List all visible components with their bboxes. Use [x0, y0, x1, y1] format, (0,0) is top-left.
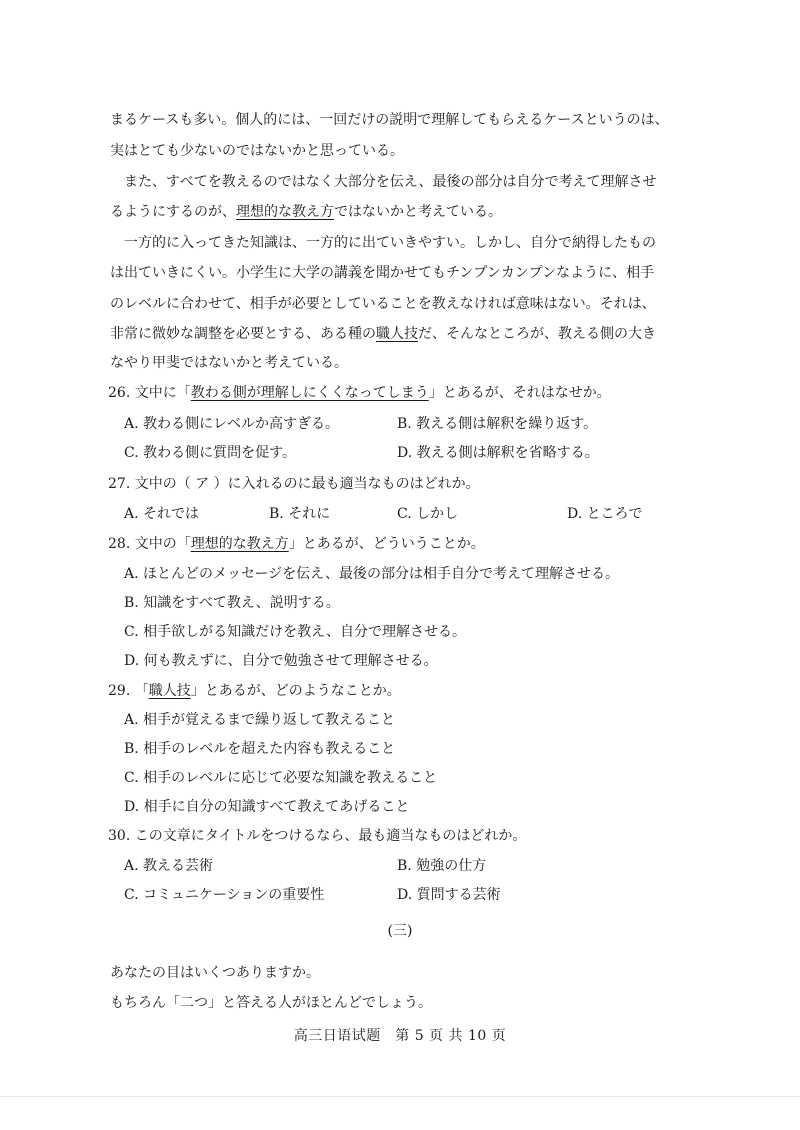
question-30: 30. この文章にタイトルをつけるなら、最も適当なものはどれか。 [108, 828, 527, 844]
q27-option-c: C. しかし [397, 506, 459, 522]
question-28-suffix: 」とあるが、どういうことか。 [288, 536, 485, 552]
q26-option-a: A. 教わる側にレベルか高すぎる。 [124, 416, 340, 432]
passage-line-5: 一方的に入ってきた知識は、一方的に出ていきやすい。しかし、自分で納得したもの [124, 235, 656, 251]
question-29-prefix: 29. 「 [108, 683, 149, 699]
q28-option-b: B. 知識をすべて教え、説明する。 [124, 595, 340, 611]
q26-option-b: B. 教える側は解釈を繰り返す。 [397, 416, 598, 432]
passage-line-8-text: 非常に微妙な調整を必要とする、ある種の [110, 326, 376, 342]
question-28 [108, 534, 485, 554]
section-3-heading: (三) [387, 923, 413, 939]
passage-line-7: のレベルに合わせて、相手が必要としていることを教えなければ意味はない。それは、 [110, 296, 656, 312]
q28-option-d: D. 何も教えずに、自分で勉強させて理解させる。 [124, 653, 438, 669]
question-26-underlined: 教わる側が理解しにくくなってしまう [190, 385, 429, 401]
q29-option-c: C. 相手のレベルに応じて必要な知識を教えること [124, 770, 438, 786]
passage-line-4-rest: ではないかと考えている。 [334, 204, 502, 220]
question-29-suffix: 」とあるが、どのようなことか。 [190, 683, 401, 699]
question-28-underlined: 理想的な教え方 [190, 536, 289, 552]
passage-line-9: なやり甲斐ではないかと考えている。 [110, 355, 348, 371]
passage-line-4-text: るようにするのが、 [110, 204, 236, 220]
q29-option-a: A. 相手が覚えるまで繰り返して教えること [124, 712, 396, 728]
passage-line-8-rest: だ、そんなところが、教える側の大き [418, 326, 656, 342]
q28-option-c: C. 相手欲しがる知識だけを教え、自分で理解させる。 [124, 624, 466, 640]
q29-option-d: D. 相手に自分の知識すべて教えてあげること [124, 799, 410, 815]
q27-option-a: A. それでは [124, 506, 200, 522]
question-26-suffix: 」とあるが、それはなせか。 [428, 385, 611, 401]
question-29 [108, 681, 401, 701]
q30-option-c: C. コミュニケーションの重要性 [124, 887, 325, 903]
passage-line-6: は出ていきにくい。小学生に大学の講義を聞かせてもチンプンカンプンなように、相手 [110, 265, 655, 281]
q30-option-b: B. 勉強の仕方 [397, 858, 487, 874]
question-29-underlined: 職人技 [148, 683, 191, 699]
underlined-phrase-craftsmanship: 職人技 [376, 326, 418, 342]
section-3-line-2: もちろん「二つ」と答える人がほとんどでしょう。 [110, 995, 432, 1011]
section-3-line-1: あなたの目はいくつありますか。 [110, 965, 320, 981]
passage-line-3: また、すべてを教えるのではなく大部分を伝え、最後の部分は自分で考えて理解させ [124, 174, 657, 190]
page-bottom-divider [0, 1096, 800, 1097]
q27-option-d: D. ところで [567, 506, 643, 522]
passage-line-1: まるケースも多い。個人的には、一回だけの説明で理解してもらえるケースというのは、 [110, 112, 669, 128]
q27-option-b: B. それに [269, 506, 331, 522]
q26-option-c: C. 教わる側に質問を促す。 [124, 445, 296, 461]
q30-option-a: A. 教える芸術 [124, 858, 214, 874]
underlined-phrase-ideal-teaching: 理想的な教え方 [236, 204, 334, 220]
passage-line-4 [110, 202, 502, 222]
q29-option-b: B. 相手のレベルを超えた内容も教えること [124, 741, 396, 757]
passage-line-8 [110, 324, 656, 344]
q30-option-d: D. 質問する芸術 [397, 887, 501, 903]
passage-line-2: 実はとても少ないのではないかと思っている。 [110, 143, 404, 159]
question-27: 27. 文中の（ ア ）に入れるのに最も適当なものはどれか。 [108, 476, 480, 492]
page-footer: 高三日语试题 第 5 页 共 10 页 [293, 1028, 507, 1044]
question-26 [108, 383, 611, 403]
q26-option-d: D. 教える側は解釈を省略する。 [397, 445, 599, 461]
question-28-prefix: 28. 文中の「 [108, 536, 191, 552]
q28-option-a: A. ほとんどのメッセージを伝え、最後の部分は相手自分で考えて理解させる。 [124, 566, 620, 582]
question-26-prefix: 26. 文中に「 [108, 385, 191, 401]
